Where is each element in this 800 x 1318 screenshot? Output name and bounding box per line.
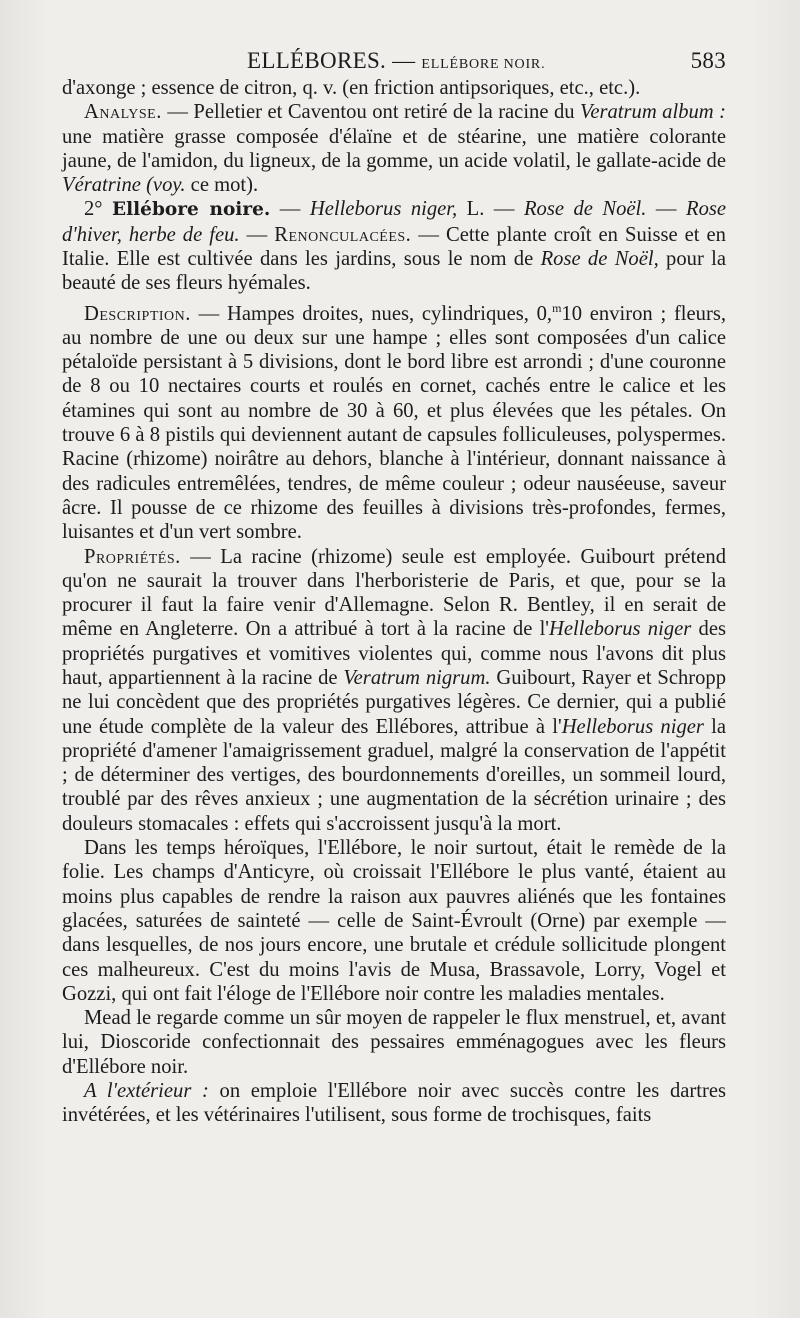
paragraph-temps-heroiques — [62, 836, 726, 1006]
text-run: on emploie l'Ellébore noir avec succès contre les dartres invétérées, et les vétérinaires l'utilisent, sous forme de trochisques, faits — [62, 1080, 726, 1127]
text-run: une matière grasse composée d'élaïne et de stéarine, une matière colorante jaune, de l'amidon, du ligneux, de la gomme, un acide volatil, le gallate-acide de — [62, 125, 726, 172]
text-run: Guibourt, Rayer et Schropp ne lui concèdent que des propriétés purgatives légères. Ce dernier, qui a publié une étude complète de la valeur des Ellébores, attribue à l' — [62, 666, 727, 738]
italic-run: Rose d'hiver, herbe de feu. — [62, 198, 727, 246]
text-run: pour la beauté de ses fleurs hyémales. — [62, 248, 726, 295]
text-run: 10 environ ; fleurs, au nombre de une ou deux sur une hampe ; elles sont composées d'un calice pétaloïde persistant à 5 divisions, dont le bord libre est arrondi ; d'une couronne de 8 ou 10 nectaires courts et roulés en cornet, cachés entre le calice et les étamines qui sont au nombre de 30 à 60, et plus élevées que les pétales. On trouve 6 à 8 pistils qui deviennent autant de capsules folliculeuses, polyspermes. Racine (rhizome) noirâtre au dehors, blanche à l'intérieur, donnant naissance à des radicules entremêlées, tendres, de même couleur ; odeur nauséeuse, saveur âcre. Il pousse de ce rhizome des feuilles à divisions très-profondes, fermes, luisantes et d'un vert sombre. — [62, 302, 726, 544]
running-head-title: ELLÉBORES. — [247, 48, 387, 73]
text-run: la propriété d'amener l'amaigrissement graduel, malgré la conservation de l'appétit ; de déterminer des vertiges, des bourdonnements d'oreilles, un sommeil lourd, troublé par des rêves anxieux ; une augmentation de la sécrétion urinaire ; des douleurs stomacales : effets qui s'accroissent jusqu'à la mort. — [62, 715, 726, 835]
section-label-proprietes: Propriétés. — [84, 545, 181, 568]
paragraph-proprietes — [62, 545, 726, 837]
superscript-unit: m — [552, 300, 562, 315]
italic-run: Helleborus niger, — [309, 198, 458, 221]
italic-run: A l'extérieur : — [84, 1080, 209, 1103]
page-header — [62, 38, 726, 76]
italic-run: Helleborus niger — [549, 618, 692, 641]
running-head-subtitle: ELLÉBORE NOIR. — [421, 57, 546, 72]
text-run: ce mot). — [185, 174, 259, 197]
section-label-analyse: Analyse. — [84, 101, 162, 124]
text-run: — — [646, 198, 686, 221]
italic-run: Veratrum album : — [580, 101, 726, 124]
entry-heading: Ellébore noire. — [112, 199, 271, 221]
text-run: L. — — [457, 198, 524, 221]
italic-run: Rose de Noël, — [540, 248, 659, 271]
text-run: — — [270, 198, 310, 221]
paragraph-text: Mead le regarde comme un sûr moyen de rappeler le flux menstruel, et, avant lui, Dioscoride confectionnait des pessaires emménagogues avec les fleurs d'Ellébore noir. — [62, 1007, 726, 1078]
italic-run: Helleborus niger — [561, 715, 704, 738]
page-number: 583 — [690, 48, 726, 73]
entry-number: 2° — [84, 198, 113, 221]
family-name: Renonculacées. — [274, 223, 412, 246]
text-run: — Cette plante croît en Suisse et en Italie. Elle est cultivée dans les jardins, sous le nom de — [62, 223, 726, 271]
text-run: — Pelletier et Caventou ont retiré de la racine du — [161, 101, 581, 124]
paragraph-description — [62, 296, 726, 545]
paragraph-continuation — [62, 76, 726, 100]
running-head-dash: — — [392, 48, 416, 73]
italic-run: Vératrine (voy. — [62, 174, 186, 197]
section-label-description: Description. — [84, 302, 191, 325]
italic-run: Rose de Noël. — [523, 198, 647, 221]
text-run: — — [239, 223, 275, 246]
text-run: des propriétés purgatives et vomitives violentes qui, comme nous l'avons dit plus haut, appartiennent à la racine de — [62, 618, 726, 689]
paragraph-exterieur — [62, 1079, 726, 1128]
running-head — [247, 48, 545, 74]
paragraph-analyse — [62, 100, 726, 197]
paragraph-text: d'axonge ; essence de citron, q. v. (en friction antipsoriques, etc., etc.). — [62, 77, 641, 99]
paragraph-mead — [62, 1006, 726, 1079]
text-run: — Hampes droites, nues, cylindriques, 0, — [190, 302, 553, 325]
body-text — [62, 76, 726, 1128]
text-run: — La racine (rhizome) seule est employée. Guibourt prétend qu'on ne saurait la trouver dans l'herboristerie de Paris, et que, pour se la procurer il faut la faire venir d'Allemagne. Selon R. Bentley, il en serait de même en Angleterre. On a attribué à tort à la racine de l' — [62, 545, 726, 641]
paragraph-text: Dans les temps héroïques, l'Ellébore, le noir surtout, était le remède de la folie. Les champs d'Anticyre, où croissait l'Ellébore le plus vanté, étaient au moins plus capables de rendre la raison aux pauvres aliénés que les fontaines glacées, saturées de sainteté — celle de Saint-Évroult (Orne) par exemple — dans lesquelles, de nos jours encore, une brutale et crédule sollicitude plongent ces malheureux. C'est du moins l'avis de Musa, Brassavole, Lorry, Vogel et Gozzi, qui ont fait l'éloge de l'Ellébore noir contre les maladies mentales. — [62, 837, 726, 1005]
italic-run: Veratrum nigrum. — [343, 666, 491, 689]
paragraph-ellebore-noire — [62, 197, 726, 295]
